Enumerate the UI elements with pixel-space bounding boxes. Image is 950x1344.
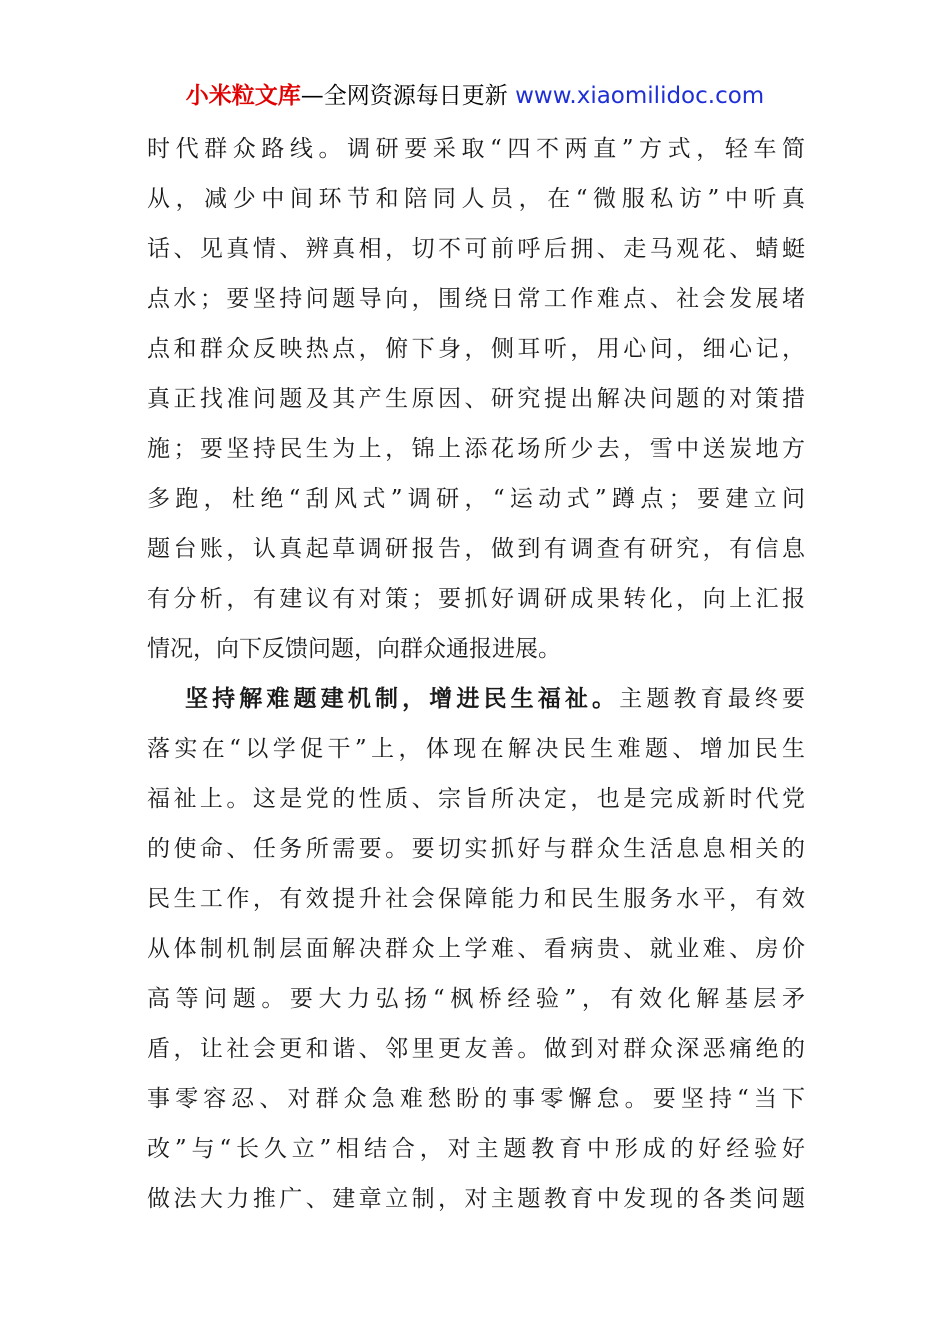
- paragraph-1: [147, 124, 805, 674]
- text-line: 点和群众反映热点，俯下身，侧耳听，用心问，细心记，: [147, 336, 805, 362]
- text-line: 的使命、任务所需要。要切实抓好与群众生活息息相关的: [147, 836, 805, 862]
- text-line-rest: 主题教育最终要: [619, 686, 805, 712]
- text-line: 话、见真情、辨真相，切不可前呼后拥、走马观花、蜻蜓: [147, 236, 805, 262]
- text-line: 民生工作，有效提升社会保障能力和民生服务水平，有效: [147, 886, 805, 912]
- brand-name: 小米粒文库: [185, 83, 301, 109]
- text-line: 真正找准问题及其产生原因、研究提出解决问题的对策措: [147, 386, 805, 412]
- text-line: 题台账，认真起草调研报告，做到有调查有研究，有信息: [147, 536, 805, 562]
- text-line: 事零容忍、对群众急难愁盼的事零懈怠。要坚持“当下: [147, 1086, 805, 1112]
- paragraph-2: [147, 674, 805, 1224]
- text-line: 高等问题。要大力弘扬“枫桥经验”，有效化解基层矛: [147, 986, 805, 1012]
- text-line: 点水；要坚持问题导向，围绕日常工作难点、社会发展堵: [147, 286, 805, 312]
- text-line: 做法大力推广、建章立制，对主题教育中发现的各类问题: [147, 1186, 805, 1212]
- text-line: 盾，让社会更和谐、邻里更友善。做到对群众深恶痛绝的: [147, 1036, 805, 1062]
- text-line: 施；要坚持民生为上，锦上添花场所少去，雪中送炭地方: [147, 436, 805, 462]
- text-line: 时代群众路线。调研要采取“四不两直”方式，轻车简: [147, 136, 805, 162]
- text-line: 福祉上。这是党的性质、宗旨所决定，也是完成新时代党: [147, 786, 805, 812]
- document-header: [0, 80, 950, 112]
- text-line: 情况，向下反馈问题，向群众通报进展。: [147, 636, 561, 662]
- text-line: [147, 674, 805, 724]
- text-line: 多跑，杜绝“刮风式”调研，“运动式”蹲点；要建立问: [147, 486, 805, 512]
- document-body: [147, 124, 805, 1224]
- paragraph-lead-heading: 坚持解难题建机制，增进民生福祉。: [185, 686, 620, 712]
- text-line: 从体制机制层面解决群众上学难、看病贵、就业难、房价: [147, 936, 805, 962]
- website-link[interactable]: www.xiaomilidoc.com: [515, 83, 765, 109]
- header-tagline: —全网资源每日更新: [300, 83, 508, 109]
- text-line: 落实在“以学促干”上，体现在解决民生难题、增加民生: [147, 736, 805, 762]
- text-line: 有分析，有建议有对策；要抓好调研成果转化，向上汇报: [147, 586, 805, 612]
- text-line: 改”与“长久立”相结合，对主题教育中形成的好经验好: [147, 1136, 805, 1162]
- text-line: 从，减少中间环节和陪同人员，在“微服私访”中听真: [147, 186, 805, 212]
